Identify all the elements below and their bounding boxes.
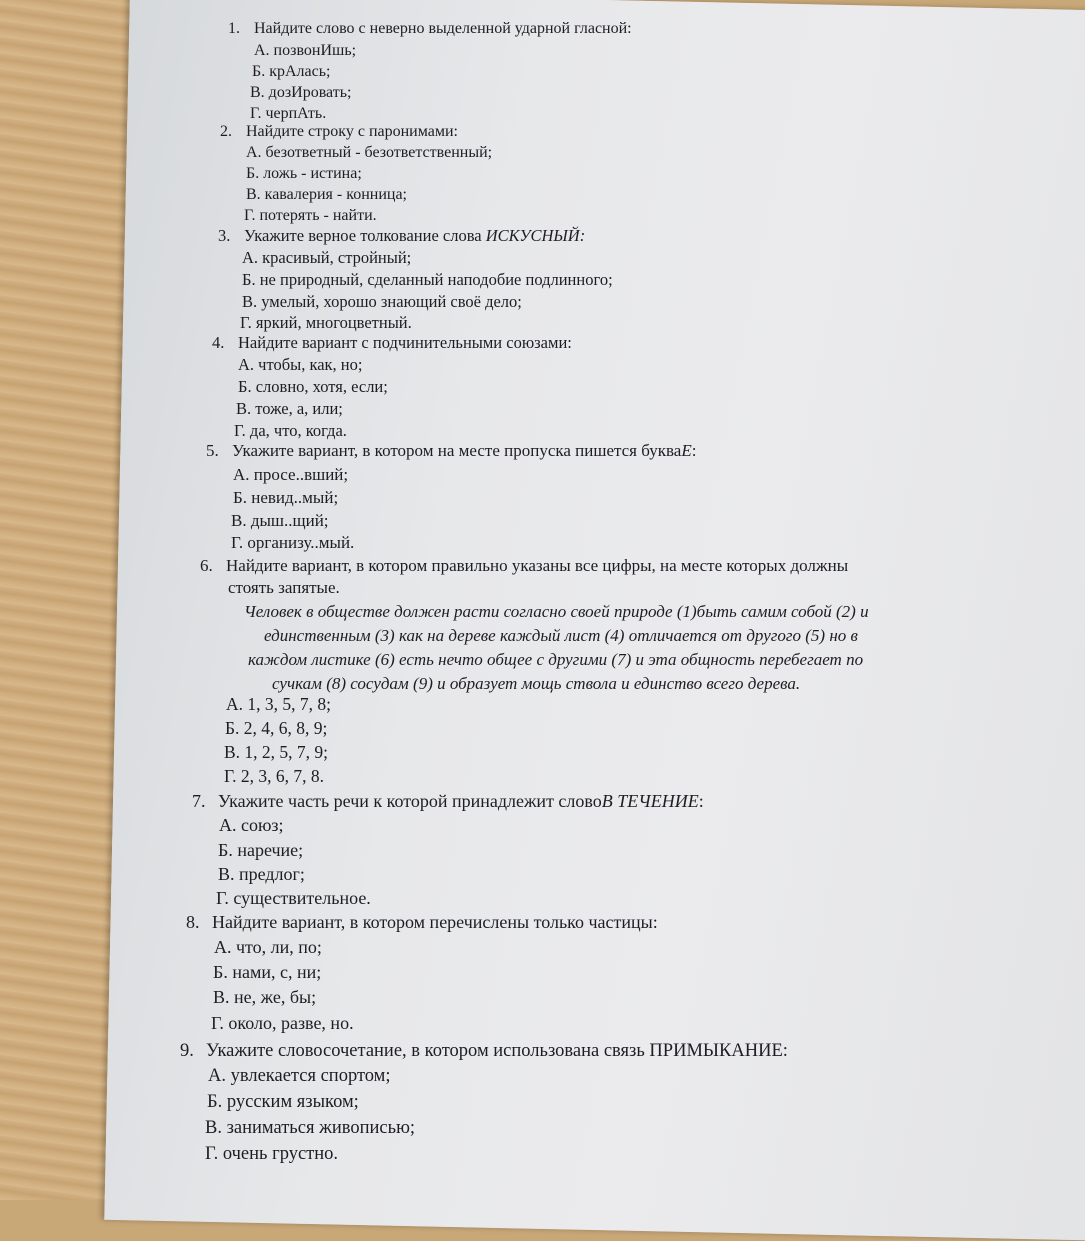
example-sentence-line: каждом листике (6) есть нечто общее с другими (7) и эта общность перебегает по	[248, 650, 864, 669]
answer-option: А. безответный - безответственный;	[246, 144, 493, 161]
answer-option: А. чтобы, как, но;	[238, 355, 363, 374]
question-prompt: Найдите вариант, в котором правильно указаны все цифры, на месте которых должны	[226, 556, 849, 575]
question-number: 7.	[192, 791, 206, 811]
answer-option: Г. яркий, многоцветный.	[240, 313, 412, 332]
answer-option: В. 1, 2, 5, 7, 9;	[224, 742, 329, 762]
question-number: 6.	[200, 556, 213, 575]
question-prompt: Найдите вариант с подчинительными союзами:	[238, 333, 572, 352]
answer-option: В. дыш..щий;	[231, 511, 329, 530]
question-number: 9.	[180, 1041, 194, 1061]
answer-option: Б. наречие;	[218, 840, 304, 860]
question-prompt: Укажите часть речи к которой принадлежит слово	[218, 791, 602, 811]
question-prompt: Найдите вариант, в котором перечислены только частицы:	[212, 912, 658, 932]
answer-option: Б. не природный, сделанный наподобие подлинного;	[242, 270, 613, 289]
question-number: 3.	[218, 226, 231, 245]
answer-option: Г. существительное.	[216, 888, 371, 908]
question-prompt-tail: :	[691, 441, 697, 460]
answer-option: Г. 2, 3, 6, 7, 8.	[224, 766, 325, 786]
answer-option: Г. очень грустно.	[205, 1144, 339, 1164]
answer-option: А. что, ли, по;	[214, 937, 322, 957]
question-5	[206, 441, 696, 461]
question-prompt: Укажите верное толкование слова	[244, 226, 482, 245]
question-3	[218, 226, 585, 246]
answer-option: Б. 2, 4, 6, 8, 9;	[225, 718, 328, 738]
answer-option: Г. потерять - найти.	[244, 207, 377, 224]
answer-option: В. не, же, бы;	[213, 987, 317, 1007]
question-1	[228, 20, 632, 38]
answer-option: А. позвонИшь;	[254, 42, 357, 59]
question-prompt: Найдите слово с неверно выделенной ударной гласной:	[254, 20, 632, 37]
example-sentence-line: единственным (3) как на дереве каждый лист (4) отличается от другого (5) но в	[264, 626, 858, 645]
question-number: 8.	[186, 912, 200, 932]
answer-option: А. 1, 3, 5, 7, 8;	[226, 694, 331, 714]
question-prompt: Найдите строку с паронимами:	[246, 123, 458, 140]
answer-option: Б. нами, с, ни;	[213, 962, 322, 982]
answer-option: А. красивый, стройный;	[242, 248, 412, 267]
example-sentence-line: сучкам (8) сосудам (9) и образует мощь ствола и единство всего дерева.	[272, 674, 801, 693]
answer-option: А. увлекается спортом;	[208, 1066, 391, 1086]
answer-option: А. просе..вший;	[233, 465, 349, 484]
question-9	[180, 1041, 788, 1062]
answer-option: Б. словно, хотя, если;	[238, 377, 388, 396]
answer-option: В. кавалерия - конница;	[246, 186, 407, 203]
question-keyword: Е	[681, 441, 692, 460]
answer-option: Б. ложь - истина;	[246, 165, 362, 182]
answer-option: Б. русским языком;	[207, 1092, 359, 1112]
question-prompt: Укажите словосочетание, в котором использована связь ПРИМЫКАНИЕ:	[206, 1041, 788, 1061]
question-number: 1.	[228, 20, 240, 37]
question-2	[220, 123, 458, 141]
question-7	[192, 791, 704, 812]
example-sentence-line: Человек в обществе должен расти согласно своей природе (1)быть самим собой (2) и	[244, 602, 869, 621]
answer-option: Б. невид..мый;	[233, 488, 339, 507]
question-8	[186, 912, 658, 933]
question-number: 5.	[206, 441, 219, 460]
answer-option: Г. да, что, когда.	[234, 421, 347, 440]
question-prompt: Укажите вариант, в котором на месте пропуска пишется буква	[232, 441, 682, 460]
question-6	[200, 556, 848, 576]
answer-option: В. тоже, а, или;	[236, 399, 343, 418]
answer-option: Б. крАлась;	[252, 63, 331, 80]
answer-option: Г. организу..мый.	[231, 533, 355, 552]
answer-option: Г. около, разве, но.	[211, 1013, 354, 1033]
answer-option: Г. черпАть.	[250, 105, 327, 122]
question-prompt-continued: стоять запятые.	[228, 578, 340, 597]
answer-option: В. заниматься живописью;	[205, 1118, 416, 1138]
question-number: 4.	[212, 333, 225, 352]
question-prompt-tail: :	[698, 791, 704, 811]
answer-option: В. предлог;	[218, 864, 305, 884]
question-4	[212, 333, 572, 353]
answer-option: А. союз;	[219, 815, 284, 835]
question-keyword: ИСКУСНЫЙ:	[485, 226, 586, 245]
question-keyword: В ТЕЧЕНИЕ	[601, 791, 699, 811]
answer-option: В. умелый, хорошо знающий своё дело;	[242, 292, 522, 311]
question-number: 2.	[220, 123, 232, 140]
answer-option: В. дозИровать;	[250, 84, 352, 101]
